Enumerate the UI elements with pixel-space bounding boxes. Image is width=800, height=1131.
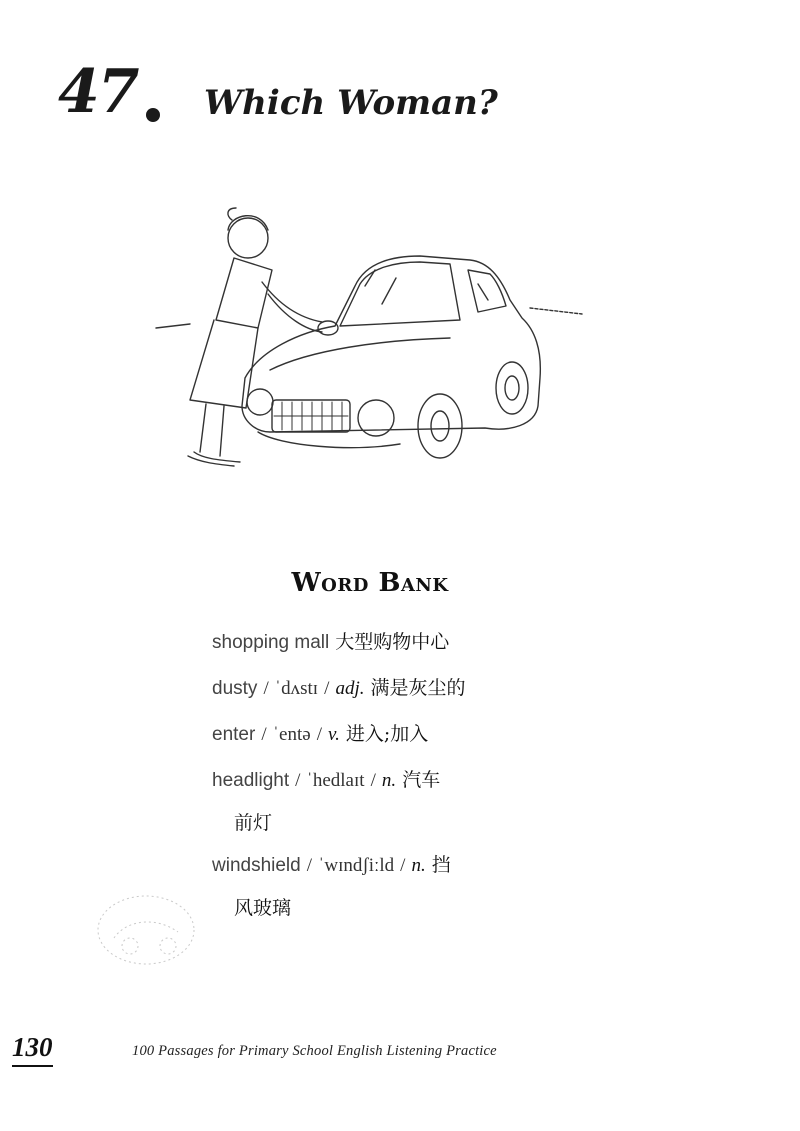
entry-word: dusty bbox=[212, 678, 258, 699]
page-number: 130 bbox=[12, 1032, 53, 1067]
chapter-title: Which Woman? bbox=[204, 83, 498, 123]
entry-part-of-speech: n. bbox=[411, 855, 426, 876]
entry-word: windshield bbox=[212, 855, 301, 876]
entry-meaning: 挡 bbox=[431, 854, 451, 876]
entry-meaning: 汽车 bbox=[402, 769, 441, 791]
word-bank-entry bbox=[212, 628, 466, 657]
entry-meaning: 进入;加入 bbox=[345, 723, 429, 745]
entry-part-of-speech: v. bbox=[328, 724, 340, 745]
entry-part-of-speech: n. bbox=[381, 770, 397, 791]
entry-part-of-speech: adj. bbox=[335, 678, 365, 699]
word-bank-entry: enter / ˈentə / v. 进入;加入 bbox=[212, 723, 429, 745]
chapter-dot bbox=[146, 108, 160, 122]
chapter-number: 47 bbox=[58, 57, 138, 127]
entry-meaning: 满是灰尘的 bbox=[370, 677, 466, 699]
faded-stamp-icon bbox=[86, 880, 206, 980]
entry-phonetic: ˈwɪndʃiːld bbox=[318, 855, 395, 876]
word-bank-entry: windshield / ˈwɪndʃiːld / n. 挡 风玻璃 bbox=[212, 851, 466, 922]
footer-book-title: 100 Passages for Primary School English Listening Practice bbox=[132, 1043, 497, 1059]
entry-phonetic: ˈdʌstɪ bbox=[274, 678, 319, 699]
entry-word: enter bbox=[212, 724, 256, 745]
entry-phonetic: ˈentə bbox=[272, 724, 311, 745]
entry-meaning: 大型购物中心 bbox=[335, 631, 450, 653]
woman-wiping-car-illustration bbox=[150, 200, 590, 485]
entry-meaning-continued: 风玻璃 bbox=[234, 897, 292, 919]
entry-meaning-continued: 前灯 bbox=[234, 812, 273, 834]
word-bank-heading: Word Bank bbox=[291, 568, 449, 598]
entry-word: headlight bbox=[212, 770, 290, 791]
word-bank-entry: headlight / ˈhedlaɪt / n. 汽车 前灯 bbox=[212, 766, 466, 837]
entry-word: shopping mall bbox=[212, 632, 330, 653]
word-bank-list bbox=[212, 628, 466, 926]
entry-phonetic: ˈhedlaɪt bbox=[306, 770, 365, 791]
word-bank-entry: dusty / ˈdʌstɪ / adj. 满是灰尘的 bbox=[212, 677, 466, 699]
